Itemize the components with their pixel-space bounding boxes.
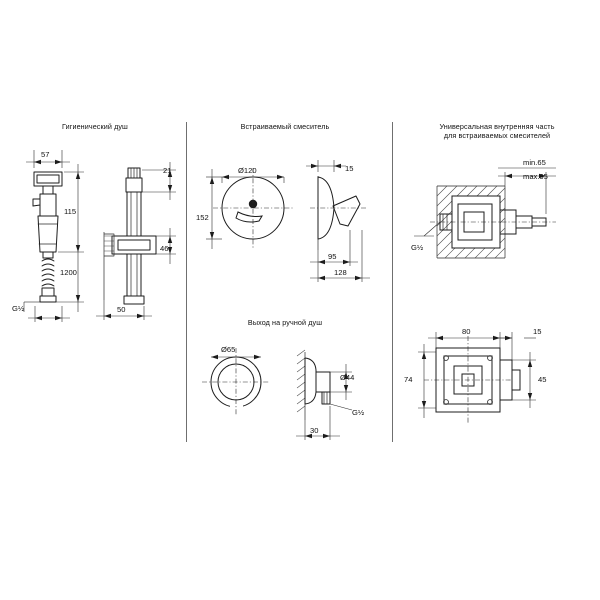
column-title-hygienic-shower: Гигиенический душ xyxy=(62,122,128,131)
dimension-body-height: 74 xyxy=(404,375,413,384)
dimension-mixer-projection-95: 95 xyxy=(328,252,337,261)
dimension-mixer-diameter: Ø120 xyxy=(238,166,257,175)
dimension-mixer-height: 152 xyxy=(196,213,209,222)
dimension-outlet-diameter: Ø65 xyxy=(221,345,236,354)
dimension-outlet-thread: G½ xyxy=(352,408,365,417)
dimension-body-depth: 45 xyxy=(538,375,547,384)
dimension-body-right-offset: 15 xyxy=(533,327,542,336)
dimension-mixer-depth: 15 xyxy=(345,164,354,173)
section-title-hand-shower-outlet: Выход на ручной душ xyxy=(247,318,323,327)
dimension-holder-top: 21 xyxy=(163,166,172,175)
dimension-outlet-depth: 30 xyxy=(310,426,319,435)
dimension-hose-length: 1200 xyxy=(60,268,77,277)
dimension-outlet-inner-diameter: Ø44 xyxy=(340,373,355,382)
column-title-universal-body-line1: Универсальная внутренняя часть xyxy=(439,122,555,131)
dimension-holder-base: 50 xyxy=(117,305,126,314)
dimension-shower-head-width: 57 xyxy=(41,150,50,159)
column-title-universal-body-line2: для встраиваемых смесителей xyxy=(443,131,551,140)
dimension-shower-inlet-thread: G½ xyxy=(12,304,25,313)
dimension-shower-head-height: 115 xyxy=(64,207,77,216)
dimension-rough-in-min: min.65 xyxy=(523,158,546,167)
dimension-body-width: 80 xyxy=(462,327,471,336)
dimension-rough-in-max: max.95 xyxy=(523,172,548,181)
dimension-mixer-projection-128: 128 xyxy=(334,268,347,277)
dimension-holder-height: 46 xyxy=(160,244,169,253)
column-title-built-in-mixer: Встраиваемый смеситель xyxy=(240,122,330,131)
dimension-rough-in-thread: G½ xyxy=(411,243,424,252)
